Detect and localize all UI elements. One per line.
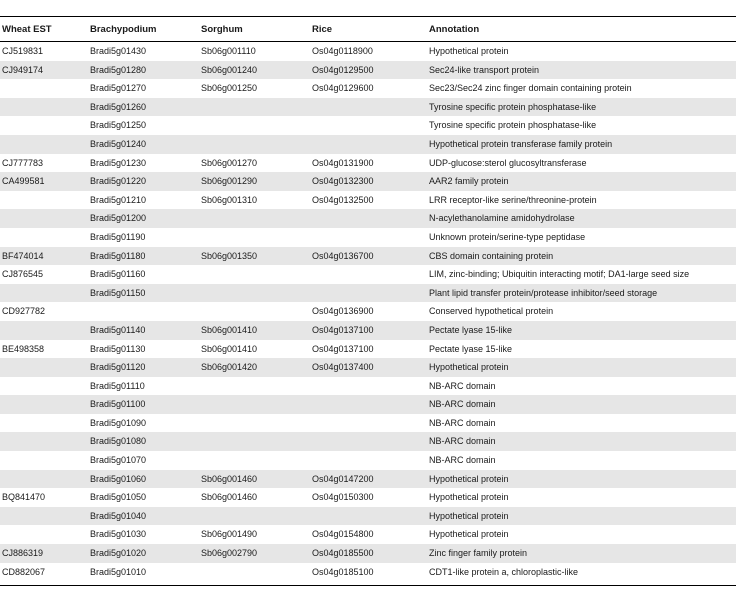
cell-brachypodium: Bradi5g01250 <box>90 120 147 131</box>
cell-annotation: LRR receptor-like serine/threonine-protein <box>429 194 597 205</box>
cell-annotation: Hypothetical protein <box>429 362 509 373</box>
cell-brachypodium: Bradi5g01140 <box>90 324 146 335</box>
table-row <box>0 525 736 544</box>
cell-sorghum: Sb06g001310 <box>201 194 258 205</box>
cell-annotation: CDT1-like protein a, chloroplastic-like <box>429 566 579 577</box>
cell-wheat-est: BE498358 <box>2 343 45 354</box>
table-row <box>0 432 736 451</box>
cell-rice: Os04g0185100 <box>312 566 374 577</box>
cell-brachypodium: Bradi5g01190 <box>90 231 146 242</box>
table-row <box>0 98 736 117</box>
cell-wheat-est: CJ949174 <box>2 64 44 75</box>
cell-sorghum: Sb06g001420 <box>201 362 258 373</box>
cell-brachypodium: Bradi5g01060 <box>90 473 147 484</box>
cell-rice: Os04g0129600 <box>312 83 374 94</box>
column-header-brachypodium: Brachypodium <box>90 24 157 35</box>
cell-sorghum: Sb06g001350 <box>201 250 258 261</box>
table-row <box>0 135 736 154</box>
column-header-annotation: Annotation <box>429 24 480 35</box>
cell-annotation: Hypothetical protein <box>429 529 509 540</box>
table-row <box>0 61 736 80</box>
cell-annotation: NB-ARC domain <box>429 380 496 391</box>
cell-sorghum: Sb06g001410 <box>201 343 258 354</box>
column-header-rice: Rice <box>312 24 333 35</box>
table-row <box>0 470 736 489</box>
cell-brachypodium: Bradi5g01180 <box>90 250 146 261</box>
cell-sorghum: Sb06g001240 <box>201 64 258 75</box>
table-row <box>0 265 736 284</box>
cell-annotation: Hypothetical protein <box>429 510 509 521</box>
table-row <box>0 321 736 340</box>
cell-rice: Os04g0129500 <box>312 64 374 75</box>
cell-brachypodium: Bradi5g01030 <box>90 529 147 540</box>
cell-wheat-est: BF474014 <box>2 250 44 261</box>
cell-rice: Os04g0132500 <box>312 194 374 205</box>
cell-annotation: LIM, zinc-binding; Ubiquitin interacting motif; DA1-large seed size <box>429 269 690 280</box>
cell-annotation: Sec24-like transport protein <box>429 64 540 75</box>
cell-brachypodium: Bradi5g01150 <box>90 287 146 298</box>
cell-rice: Os04g0150300 <box>312 492 374 503</box>
cell-annotation: Tyrosine specific protein phosphatase-like <box>429 120 597 131</box>
cell-brachypodium: Bradi5g01010 <box>90 566 147 577</box>
cell-brachypodium: Bradi5g01200 <box>90 213 147 224</box>
cell-rice: Os04g0154800 <box>312 529 374 540</box>
cell-brachypodium: Bradi5g01100 <box>90 399 146 410</box>
cell-annotation: NB-ARC domain <box>429 399 496 410</box>
table-row <box>0 340 736 359</box>
cell-brachypodium: Bradi5g01070 <box>90 455 147 466</box>
cell-annotation: Conserved hypothetical protein <box>429 306 554 317</box>
cell-rice: Os04g0137400 <box>312 362 374 373</box>
cell-sorghum: Sb06g001410 <box>201 324 258 335</box>
table-row <box>0 414 736 433</box>
cell-brachypodium: Bradi5g01130 <box>90 343 146 354</box>
cell-wheat-est: CJ886319 <box>2 548 44 559</box>
cell-brachypodium: Bradi5g01020 <box>90 548 147 559</box>
table-bottom-rule <box>0 585 736 586</box>
cell-wheat-est: CJ519831 <box>2 46 44 56</box>
cell-wheat-est: CJ876545 <box>2 269 44 280</box>
cell-rice: Os04g0118900 <box>312 46 373 56</box>
cell-rice: Os04g0132300 <box>312 176 374 187</box>
cell-brachypodium: Bradi5g01230 <box>90 157 147 168</box>
table-row <box>0 247 736 266</box>
cell-rice: Os04g0185500 <box>312 548 374 559</box>
table-row <box>0 358 736 377</box>
cell-annotation: NB-ARC domain <box>429 455 496 466</box>
cell-sorghum: Sb06g001460 <box>201 473 258 484</box>
table-row <box>0 79 736 98</box>
table-row <box>0 42 736 61</box>
table-row <box>0 228 736 247</box>
cell-sorghum: Sb06g001460 <box>201 492 258 503</box>
cell-wheat-est: CJ777783 <box>2 157 44 168</box>
cell-wheat-est: CA499581 <box>2 176 45 187</box>
cell-brachypodium: Bradi5g01270 <box>90 83 147 94</box>
cell-brachypodium: Bradi5g01260 <box>90 101 147 112</box>
cell-annotation: Plant lipid transfer protein/protease inhibitor/seed storage <box>429 287 658 298</box>
cell-annotation: Sec23/Sec24 zinc finger domain containing protein <box>429 83 632 94</box>
table-row <box>0 302 736 321</box>
cell-annotation: NB-ARC domain <box>429 417 496 428</box>
cell-rice: Os04g0136700 <box>312 250 374 261</box>
cell-brachypodium: Bradi5g01110 <box>90 380 145 391</box>
cell-annotation: Hypothetical protein <box>429 492 509 503</box>
table-body <box>0 42 736 581</box>
cell-brachypodium: Bradi5g01220 <box>90 176 147 187</box>
cell-annotation: Hypothetical protein <box>429 46 509 56</box>
cell-rice: Os04g0147200 <box>312 473 374 484</box>
cell-annotation: N-acylethanolamine amidohydrolase <box>429 213 575 224</box>
cell-sorghum: Sb06g002790 <box>201 548 258 559</box>
cell-brachypodium: Bradi5g01120 <box>90 362 146 373</box>
cell-annotation: CBS domain containing protein <box>429 250 554 261</box>
cell-rice: Os04g0137100 <box>312 324 374 335</box>
table-row <box>0 172 736 191</box>
cell-annotation: Zinc finger family protein <box>429 548 528 559</box>
cell-brachypodium: Bradi5g01090 <box>90 417 147 428</box>
cell-sorghum: Sb06g001290 <box>201 176 258 187</box>
cell-brachypodium: Bradi5g01080 <box>90 436 147 447</box>
cell-sorghum: Sb06g001250 <box>201 83 258 94</box>
cell-annotation: Pectate lyase 15-like <box>429 343 513 354</box>
cell-brachypodium: Bradi5g01210 <box>90 194 147 205</box>
table-header <box>0 17 736 41</box>
column-header-sorghum: Sorghum <box>201 24 243 35</box>
cell-sorghum: Sb06g001490 <box>201 529 258 540</box>
cell-brachypodium: Bradi5g01430 <box>90 46 147 56</box>
table-row <box>0 209 736 228</box>
cell-sorghum: Sb06g001270 <box>201 157 258 168</box>
cell-annotation: Tyrosine specific protein phosphatase-like <box>429 101 597 112</box>
cell-annotation: Unknown protein/serine-type peptidase <box>429 231 586 242</box>
cell-brachypodium: Bradi5g01240 <box>90 138 147 149</box>
cell-rice: Os04g0131900 <box>312 157 374 168</box>
table-row <box>0 507 736 526</box>
table-row <box>0 451 736 470</box>
table-row <box>0 191 736 210</box>
table-row <box>0 377 736 396</box>
cell-brachypodium: Bradi5g01050 <box>90 492 147 503</box>
table-row <box>0 563 736 582</box>
cell-wheat-est: BQ841470 <box>2 492 46 503</box>
cell-brachypodium: Bradi5g01040 <box>90 510 147 521</box>
cell-annotation: Hypothetical protein transferase family protein <box>429 138 613 149</box>
table-row <box>0 116 736 135</box>
cell-annotation: AAR2 family protein <box>429 176 509 187</box>
table-row <box>0 395 736 414</box>
cell-annotation: Pectate lyase 15-like <box>429 324 513 335</box>
column-header-wheat-est: Wheat EST <box>2 24 52 35</box>
table-row <box>0 488 736 507</box>
cell-annotation: Hypothetical protein <box>429 473 509 484</box>
table-row <box>0 544 736 563</box>
table-row <box>0 154 736 173</box>
cell-wheat-est: CD882067 <box>2 566 46 577</box>
cell-rice: Os04g0136900 <box>312 306 374 317</box>
table-row <box>0 284 736 303</box>
cell-rice: Os04g0137100 <box>312 343 374 354</box>
cell-wheat-est: CD927782 <box>2 306 46 317</box>
cell-annotation: NB-ARC domain <box>429 436 496 447</box>
cell-sorghum: Sb06g001110 <box>201 46 256 56</box>
cell-annotation: UDP-glucose:sterol glucosyltransferase <box>429 157 587 168</box>
cell-brachypodium: Bradi5g01160 <box>90 269 146 280</box>
cell-brachypodium: Bradi5g01280 <box>90 64 147 75</box>
